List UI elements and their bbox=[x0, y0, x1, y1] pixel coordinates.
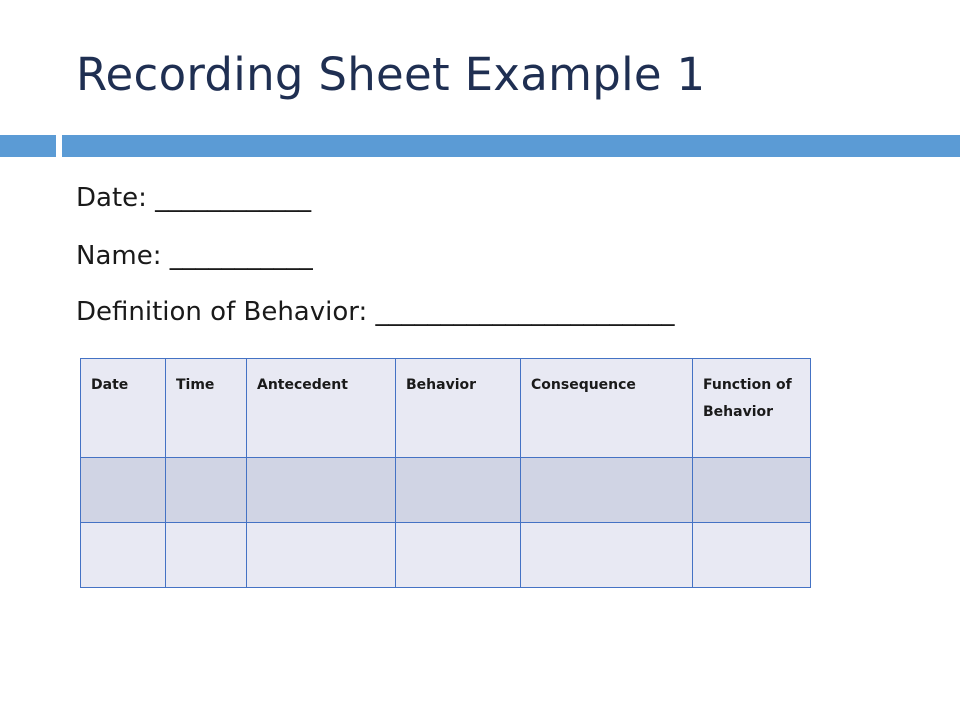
header-time: Time bbox=[166, 359, 247, 458]
header-date: Date bbox=[81, 359, 166, 458]
recording-table bbox=[80, 358, 811, 588]
slide-title: Recording Sheet Example 1 bbox=[76, 48, 706, 101]
table-header-row bbox=[81, 359, 811, 458]
table-cell[interactable] bbox=[396, 458, 521, 523]
table-cell[interactable] bbox=[693, 458, 811, 523]
table-cell[interactable] bbox=[247, 458, 396, 523]
accent-bar-right bbox=[62, 135, 960, 157]
accent-bar-left bbox=[0, 135, 56, 157]
table-cell[interactable] bbox=[81, 458, 166, 523]
table-cell[interactable] bbox=[521, 458, 693, 523]
table-cell[interactable] bbox=[521, 523, 693, 588]
header-antecedent: Antecedent bbox=[247, 359, 396, 458]
table-cell[interactable] bbox=[693, 523, 811, 588]
table-cell[interactable] bbox=[247, 523, 396, 588]
table-cell[interactable] bbox=[166, 523, 247, 588]
header-function: Function of Behavior bbox=[693, 359, 811, 458]
table-cell[interactable] bbox=[166, 458, 247, 523]
table-row bbox=[81, 523, 811, 588]
definition-field: Definition of Behavior: _______________________ bbox=[76, 297, 675, 327]
table-cell[interactable] bbox=[81, 523, 166, 588]
header-consequence: Consequence bbox=[521, 359, 693, 458]
table-row bbox=[81, 458, 811, 523]
name-field: Name: ___________ bbox=[76, 241, 313, 271]
header-behavior: Behavior bbox=[396, 359, 521, 458]
date-field: Date: ____________ bbox=[76, 183, 312, 213]
table-cell[interactable] bbox=[396, 523, 521, 588]
